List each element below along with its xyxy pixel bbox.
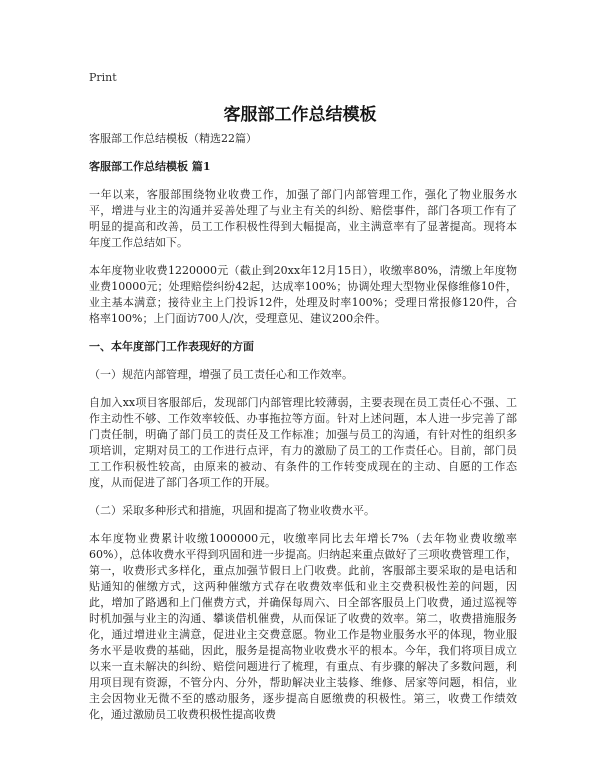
section-heading: 客服部工作总结模板 篇1 bbox=[89, 160, 211, 173]
page-title: 客服部工作总结模板 bbox=[223, 105, 377, 125]
document-body bbox=[89, 131, 517, 723]
item-internal-management: （一）规范内部管理，增强了员工责任心和工作效率。 bbox=[89, 368, 353, 381]
document-subtitle: 客服部工作总结模板（精选22篇） bbox=[89, 132, 257, 145]
print-label[interactable]: Print bbox=[89, 71, 117, 84]
paragraph-internal-management: 自加入xx项目客服部后，发现部门内部管理比较薄弱，主要表现在员工责任心不强、工作主动性不够、工作效率较低、办事拖拉等方面。针对上述问题，本人进一步完善了部门责任制，明确了部门员工的责任及工作标准；加强与员工的沟通，有针对性的组织多项培训，定期对员工的工作进行点评，有力的激励了员工的工作责任心。目前，部门员工工作积极性较高，由原来的被动、有条件的工作转变成现在的主动、自愿的工作态度，从而促进了部门各项工作的开展。 bbox=[89, 396, 517, 489]
paragraph-intro: 一年以来，客服部围绕物业收费工作，加强了部门内部管理工作，强化了物业服务水平，增进与业主的沟通并妥善处理了与业主有关的纠纷、赔偿事件，部门各项工作有了明显的提高和改善，员工工作积极性得到大幅提高，业主满意率有了显著提高。现将本年度工作总结如下。 bbox=[89, 188, 517, 249]
paragraph-fee-collection: 本年度物业费累计收缴1000000元，收缴率同比去年增长7%（去年物业费收缴率60%），总体收费水平得到巩固和进一步提高。归纳起来重点做好了三项收费管理工作，第一，收费形式多样化，重点加强节假日上门收费。此前，客服部主要采取的是电话和贴通知的催缴方式，这两种催缴方式存在收费效率低和业主交费积极性差的问题，因此，增加了路遇和上门催费方式，并确保每周六、日全部客服员上门收费，通过巡视等时机加强与业主的沟通、攀谈借机催费，从而保证了收费的效率。第二，收费措施服务化，通过增进业主满意，促进业主交费意愿。物业工作是物业服务水平的体现，物业服务水平是收费的基础，因此，服务是提高物业收费水平的根本。今年，我们将项目成立以来一直未解决的纠纷、赔偿问题进行了梳理，有重点、有步骤的解决了多数问题，利用项目现有资源，不管分内、分外，帮助解决业主装修、维修、居家等问题，相信，业主会因物业无微不至的感动服务，逐步提高自愿缴费的积极性。第三，收费工作绩效化，通过激励员工收费积极性提高收费 bbox=[89, 532, 517, 721]
heading-strengths: 一、本年度部门工作表现好的方面 bbox=[89, 340, 254, 353]
paragraph-statistics: 本年度物业收费1220000元（截止到20xx年12月15日），收缴率80%，清缴上年度物业费10000元；处理赔偿纠纷42起，达成率100%；协调处理大型物业保修维修10件，业主基本满意；接待业主上门投诉12件，处理及时率100%；受理日常报修120件，合格率100%；上门面访700人/次，受理意见、建议200余件。 bbox=[89, 264, 517, 325]
item-fee-collection: （二）采取多种形式和措施，巩固和提高了物业收费水平。 bbox=[89, 504, 375, 517]
